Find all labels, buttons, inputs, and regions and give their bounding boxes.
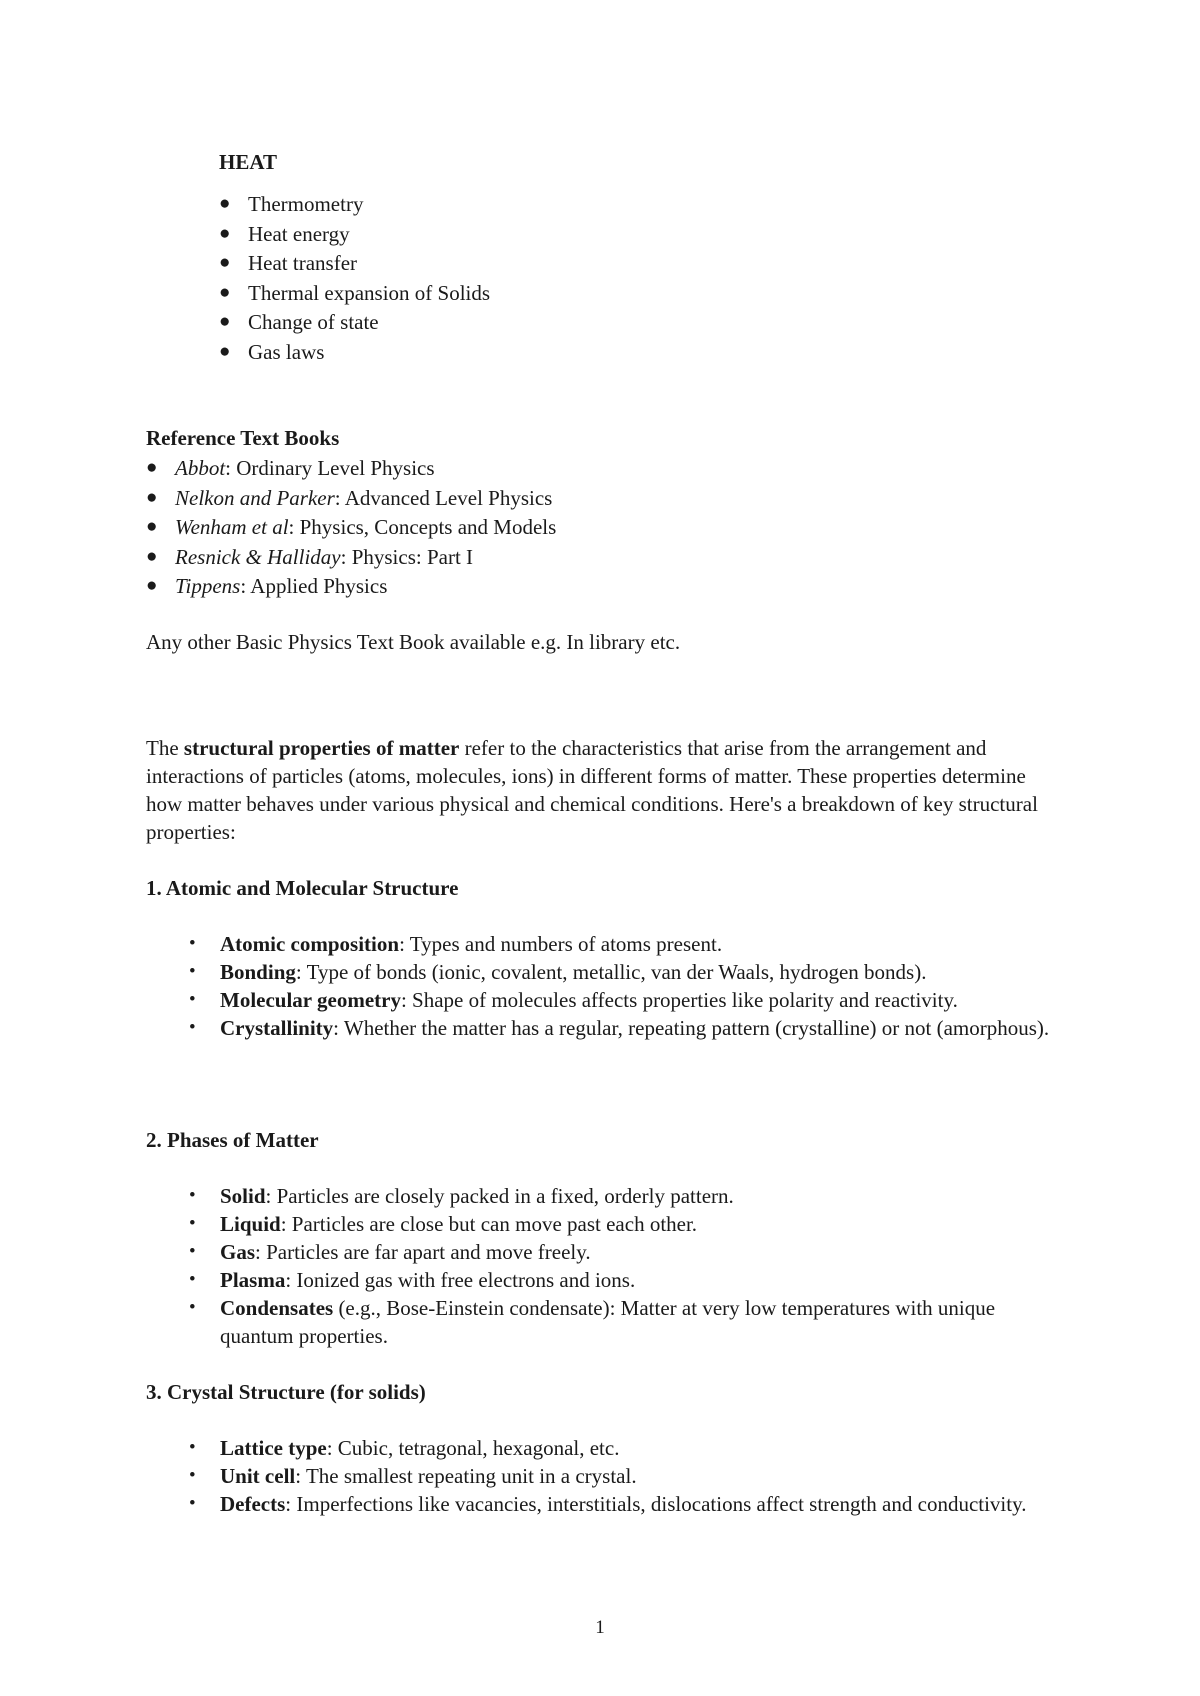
list-item: • Solid: Particles are closely packed in a fixed, orderly pattern. — [189, 1184, 734, 1208]
list-item: • Condensates (e.g., Bose-Einstein condensate): Matter at very low temperatures with unique quantum properties. — [189, 1296, 996, 1348]
bullet-icon: ● — [146, 545, 158, 567]
page-number: 1 — [595, 1617, 605, 1638]
book-author: Abbot — [175, 456, 226, 480]
list-item: • Liquid: Particles are close but can move past each other. — [189, 1212, 698, 1236]
bullet-icon: • — [189, 961, 196, 982]
book-author: Tippens — [175, 574, 241, 599]
reference-books-heading: Reference Text Books — [146, 426, 340, 450]
section-list-crystal — [177, 1434, 1057, 1518]
section-list-atomic — [177, 930, 1057, 1042]
intro-bold-term: structural properties of matter — [183, 736, 460, 760]
book-author: Nelkon and Parker — [175, 485, 335, 510]
book-author: Resnick & Halliday — [175, 544, 341, 569]
book-title: : Ordinary Level Physics — [225, 456, 435, 480]
bullet-icon: • — [189, 1185, 196, 1206]
bullet-icon: • — [189, 1017, 196, 1038]
section-list-phases — [177, 1182, 1057, 1350]
list-item — [146, 484, 556, 514]
bullet-icon: ● — [146, 575, 158, 597]
list-item: ● Change of state — [219, 310, 379, 335]
list-item: • Bonding: Type of bonds (ionic, covalent, metallic, van der Waals, hydrogen bonds). — [189, 960, 927, 984]
section-heading-atomic: 1. Atomic and Molecular Structure — [146, 876, 459, 900]
book-title: : Physics: Part I — [340, 544, 474, 569]
list-item: • Atomic composition: Types and numbers of atoms present. — [189, 932, 723, 956]
list-item — [146, 454, 556, 484]
list-item: • Plasma: Ionized gas with free electrons and ions. — [189, 1268, 636, 1292]
bullet-icon: ● — [219, 193, 231, 214]
list-item: ● Heat energy — [219, 221, 350, 246]
book-author: Wenham et al — [175, 515, 289, 540]
bullet-icon: ● — [219, 222, 231, 244]
book-title: : Advanced Level Physics — [334, 485, 553, 510]
list-item: ● Thermometry — [219, 192, 364, 216]
list-item: • Crystallinity: Whether the matter has a regular, repeating pattern (crystalline) or not (amorphous). — [189, 1016, 1050, 1040]
list-item: • Gas: Particles are far apart and move freely. — [189, 1240, 591, 1264]
reference-book-list — [146, 454, 556, 602]
bullet-icon: ● — [219, 281, 231, 303]
bullet-icon: ● — [146, 457, 158, 478]
bullet-icon: • — [189, 1493, 196, 1514]
bullet-icon: ● — [219, 340, 231, 362]
book-title: : Physics, Concepts and Models — [288, 515, 557, 540]
list-item: ● Heat transfer — [219, 251, 358, 276]
bullet-icon: • — [189, 989, 196, 1010]
bullet-icon: ● — [146, 486, 158, 508]
bullet-icon: ● — [219, 252, 231, 274]
list-item — [146, 543, 556, 573]
bullet-icon: • — [189, 1269, 196, 1290]
list-item: • Unit cell: The smallest repeating unit in a crystal. — [189, 1464, 637, 1488]
intro-paragraph: The structural properties of matter refer to the characteristics that arise from the arrangement and interactions of particles (atoms, molecules, ions) in different forms of matter. These properties determine how matter behaves under various physical and chemical conditions. Here's a breakdown of key structural properties: — [146, 736, 1038, 844]
bullet-icon: ● — [146, 516, 158, 538]
bullet-icon: • — [189, 1241, 196, 1262]
other-books-note: Any other Basic Physics Text Book available e.g. In library etc. — [146, 630, 681, 654]
heat-heading: HEAT — [219, 150, 277, 174]
book-title: : Applied Physics — [240, 574, 388, 599]
list-item: • Lattice type: Cubic, tetragonal, hexagonal, etc. — [189, 1436, 620, 1460]
bullet-icon: • — [189, 933, 196, 954]
bullet-icon: • — [189, 1297, 196, 1318]
bullet-icon: • — [189, 1213, 196, 1234]
list-item: • Molecular geometry: Shape of molecules affects properties like polarity and reactivity. — [189, 988, 958, 1012]
bullet-icon: • — [189, 1465, 196, 1486]
list-item: • Defects: Imperfections like vacancies, interstitials, dislocations affect strength and conductivity. — [189, 1492, 1027, 1516]
bullet-icon: ● — [219, 311, 231, 333]
bullet-icon: • — [189, 1437, 196, 1458]
list-item: ● Thermal expansion of Solids — [219, 280, 491, 305]
section-heading-phases: 2. Phases of Matter — [146, 1128, 319, 1152]
section-heading-crystal: 3. Crystal Structure (for solids) — [146, 1380, 426, 1404]
heat-topic-list — [219, 190, 490, 368]
list-item: ● Gas laws — [219, 339, 325, 364]
list-item — [146, 572, 556, 602]
list-item — [146, 513, 556, 543]
